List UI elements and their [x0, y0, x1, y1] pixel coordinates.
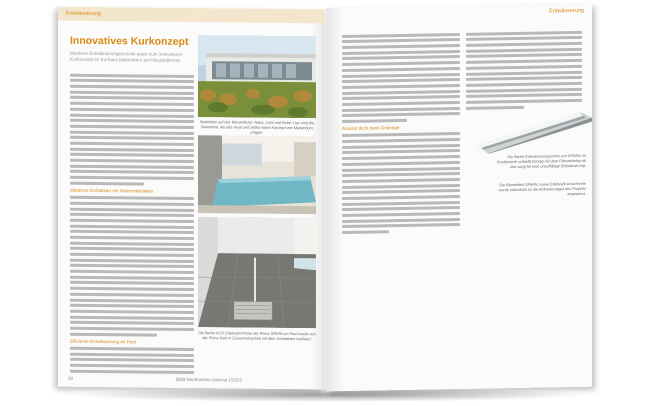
subhead-architecture: Moderne Architektur mit Naturmaterialien	[70, 187, 154, 194]
caption-drain: Die flache ACO Edelstahl-Rinne der Firma SFA/Ro im Pool wurde von der Firma Kohl in Zusammenarbeit mit dem Architekten realisiert.	[198, 331, 316, 342]
section-tag-left: Entwässerung	[66, 10, 101, 18]
section-tag-right: Entwässerung	[549, 7, 584, 15]
caption-unit: Die Baueinheit SFA/Ro sowie Edelstahl-Duschrinne wurde individuell an die Anforderungen des Projekts angepasst.	[498, 181, 586, 197]
photo-indoor-pool	[198, 135, 316, 214]
right-text-column-1	[342, 30, 460, 237]
photo-pool-drain	[198, 217, 316, 328]
photo-building-exterior	[198, 35, 316, 118]
right-header-bar	[326, 4, 592, 23]
left-page	[58, 7, 325, 390]
right-page	[326, 4, 592, 392]
left-text-column	[70, 71, 194, 377]
article-headline: Innovatives Kurkonzept	[70, 34, 189, 48]
article-subline: Moderne Entwässerungstechnik passt zum innovativen Kurkonzept im Kurhaus Marienborn am Neusiedlersee	[70, 50, 183, 63]
subhead-drainage: Absolut dicht dank Drainage	[342, 125, 400, 132]
caption-channel: Die flache Entwässerungsrinne von SFA/Ro im Poolbereich schließt bündig mit dem Fliesenbelag ab und sorgt für eine unauffällige Entwässerung.	[496, 153, 586, 170]
subhead-pool: Effiziente Entwässerung im Pool	[70, 338, 136, 345]
page-number: 38	[68, 375, 74, 381]
left-header-bar	[58, 7, 325, 24]
product-drain-channel	[476, 108, 592, 154]
journal-footer: BDB-Nachrichten-Journal 1/2023	[176, 376, 243, 383]
caption-building: Reduktion auf das Wesentliche: Natur, Licht und Ruhe. Das sind die Bausteine, die das neue und zeitlos-klare Konzept von Marienborn prägen.	[199, 120, 315, 135]
right-text-column-2	[466, 28, 582, 112]
